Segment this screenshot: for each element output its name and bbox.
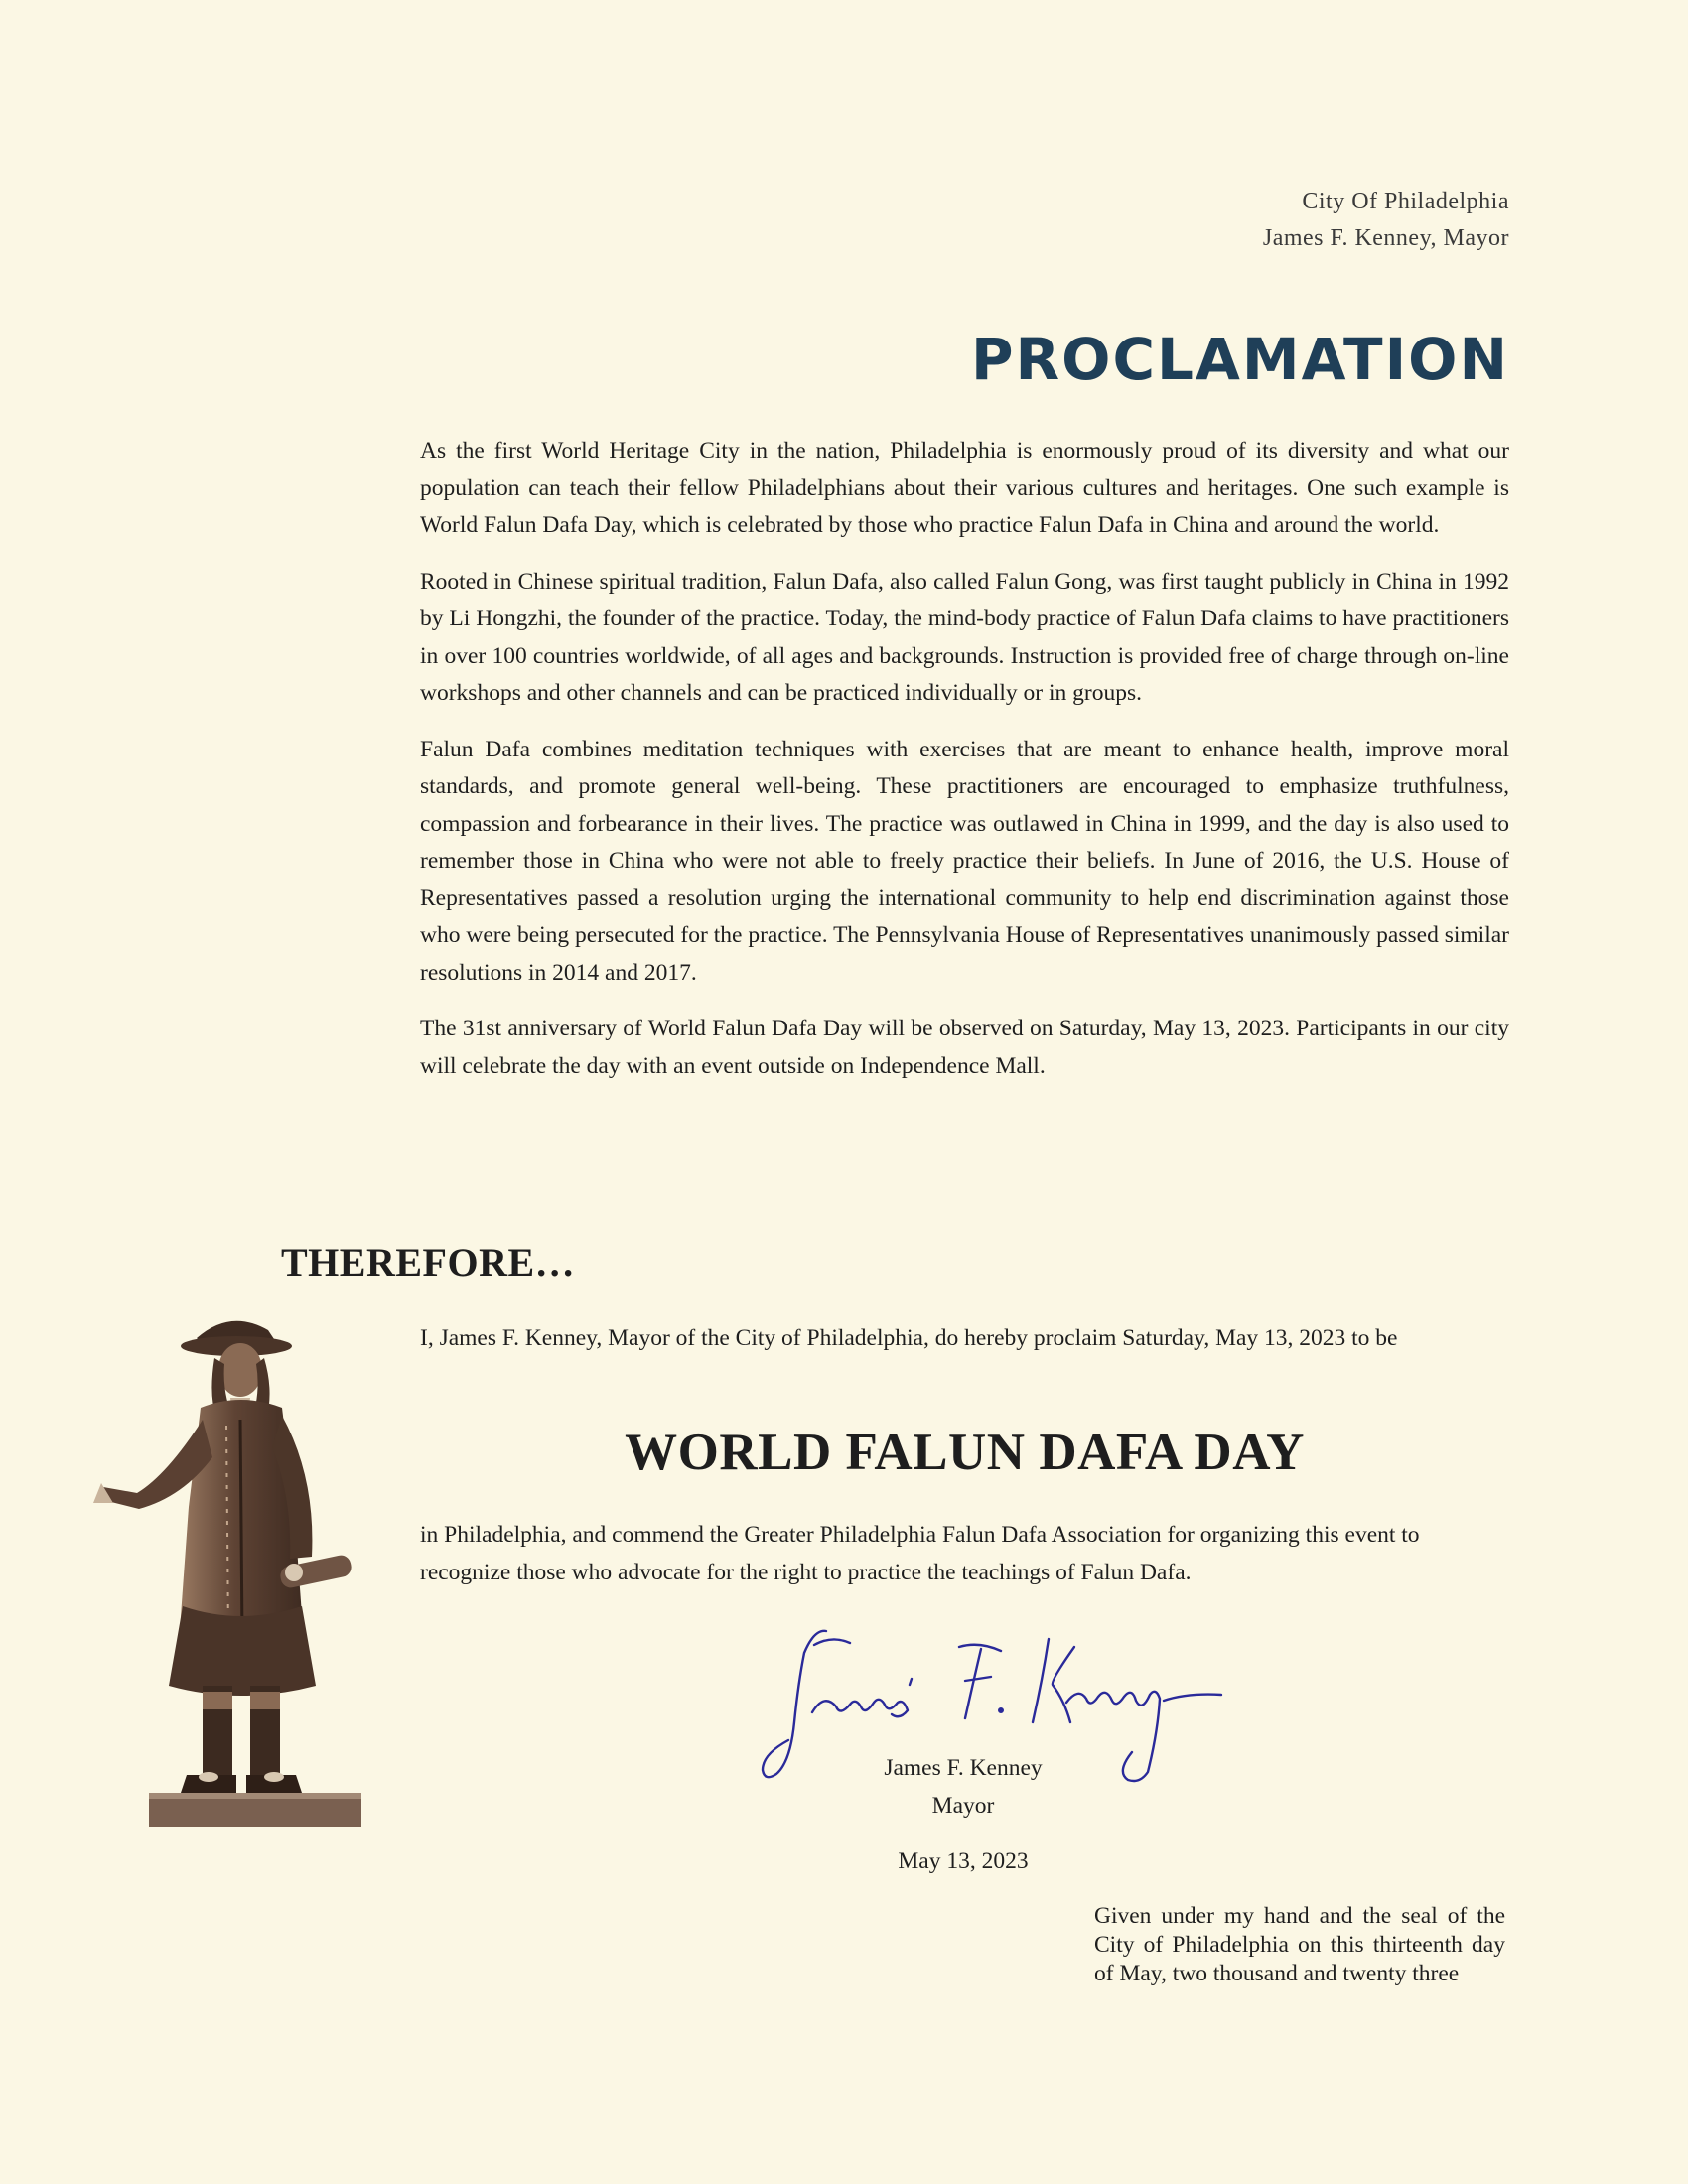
william-penn-statue-image <box>91 1308 389 1830</box>
letterhead <box>1263 184 1509 257</box>
paragraph-heritage: As the first World Heritage City in the nation, Philadelphia is enormously proud of its diversity and what our population can teach their fellow Philadelphians about their various cultures and heritages. One such example is World Falun Dafa Day, which is celebrated by those who practice Falun Dafa in China and around the world. <box>420 438 1509 538</box>
city-name: City Of Philadelphia <box>1302 189 1509 214</box>
commendation-text: in Philadelphia, and commend the Greater Philadelphia Falun Dafa Association for organizing this event to recognize those who advocate for the right to practice the teachings of Falun Dafa. <box>420 1522 1420 1585</box>
paragraph-origins: Rooted in Chinese spiritual tradition, Falun Dafa, also called Falun Gong, was first taught publicly in China in 1992 by Li Hongzhi, the founder of the practice. Today, the mind-body practice of Falun Dafa claims to have practitioners in over 100 countries worldwide, of all ages and backgrounds. Instruction is provided free of charge through on-line workshops and other channels and can be practiced individually or in groups. <box>420 568 1509 706</box>
therefore-heading: THEREFORE… <box>281 1240 576 1285</box>
page-title: PROCLAMATION <box>971 326 1509 393</box>
proclamation-body <box>420 433 1509 1104</box>
mayor-line: James F. Kenney, Mayor <box>1262 225 1509 251</box>
paragraph-practice: Falun Dafa combines meditation techniques with exercises that are meant to enhance health, improve moral standards, and promote general well-being. These practitioners are encouraged to emphasize truthfulness, compassion and forbearance in their lives. The practice was outlawed in China in 1999, and the day is also used to remember those in China who were not able to freely practice their beliefs. In June of 2016, the U.S. House of Representatives passed a resolution urging the international community to help end discrimination against those who were being persecuted for the practice. The Pennsylvania House of Representatives unanimously passed similar resolutions in 2014 and 2017. <box>420 736 1509 986</box>
seal-statement: Given under my hand and the seal of the City of Philadelphia on this thirteenth day of May, two thousand and twenty three <box>1094 1903 1505 1986</box>
signature-date: May 13, 2023 <box>898 1848 1029 1874</box>
day-title: WORLD FALUN DAFA DAY <box>625 1424 1305 1481</box>
signatory-name: James F. Kenney <box>884 1755 1043 1781</box>
signatory-title: Mayor <box>931 1793 995 1819</box>
proclamation-statement: I, James F. Kenney, Mayor of the City of Philadelphia, do hereby proclaim Saturday, May 13, 2023 to be <box>420 1325 1398 1351</box>
signatory <box>765 1749 1162 1825</box>
paragraph-anniversary: The 31st anniversary of World Falun Dafa Day will be observed on Saturday, May 13, 2023. Participants in our city will celebrate the day with an event outside on Independence Mall. <box>420 1016 1509 1079</box>
